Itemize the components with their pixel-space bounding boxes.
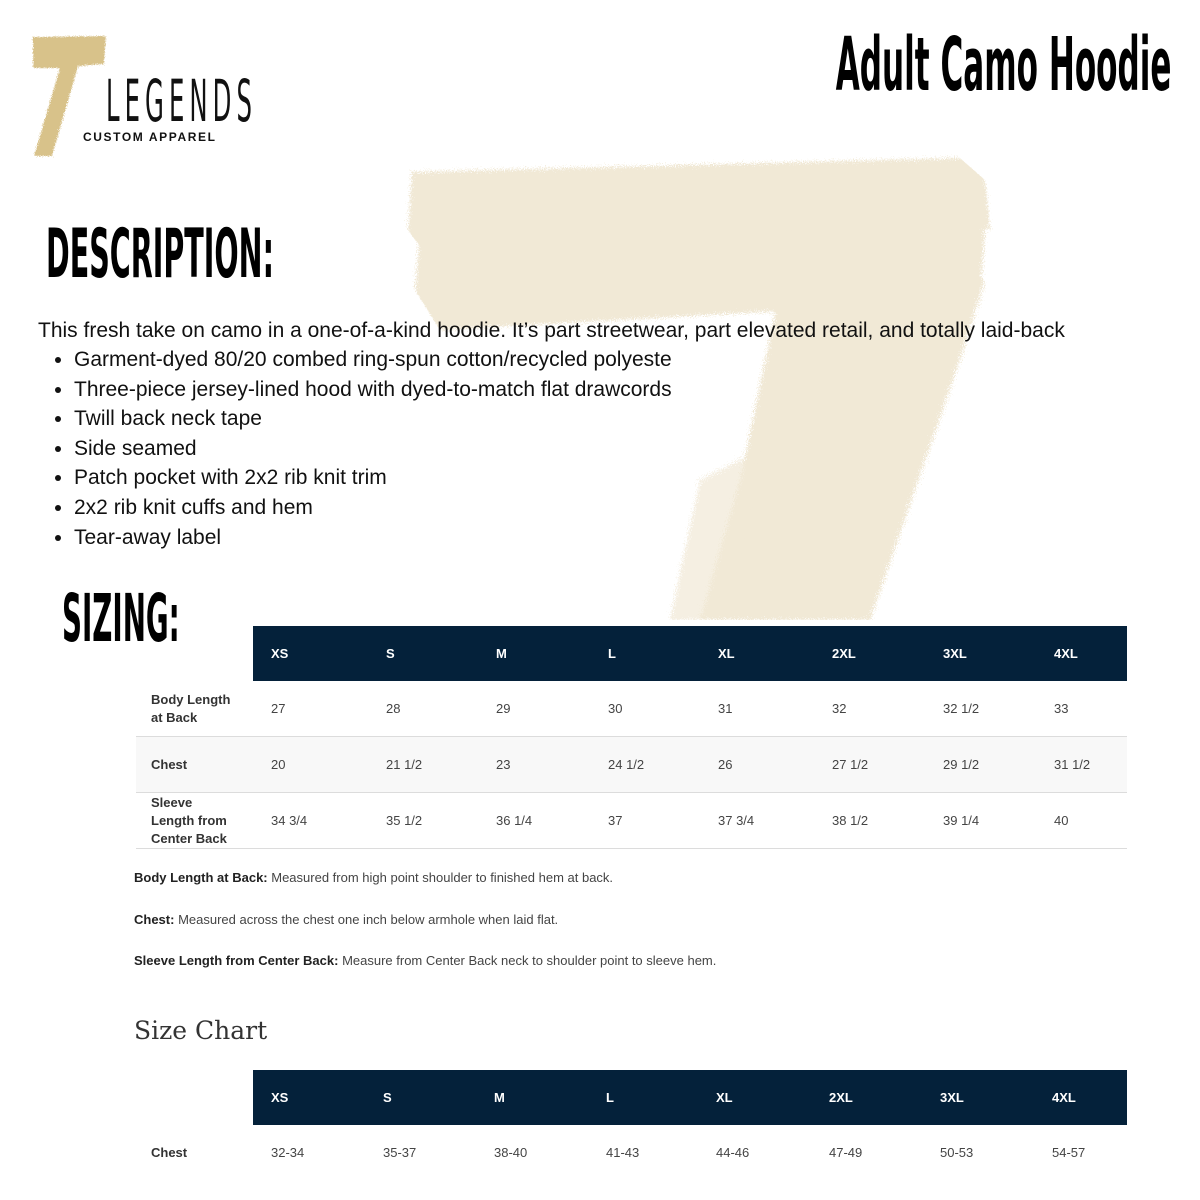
- size-chart-table: [136, 1070, 1127, 1180]
- table-row: [136, 793, 1127, 849]
- table-cell: 44-46: [716, 1145, 750, 1160]
- size-header: L: [588, 1070, 698, 1125]
- table-cell: 36 1/4: [478, 793, 590, 849]
- size-header: XL: [700, 626, 814, 681]
- row-label: Sleeve Length from Center Back: [136, 793, 253, 849]
- size-header: M: [478, 626, 590, 681]
- size-header: 4XL: [1034, 1070, 1127, 1125]
- header-corner: [136, 1070, 253, 1125]
- note-term: Body Length at Back:: [134, 870, 268, 885]
- table-cell: 20: [253, 737, 368, 793]
- feature-item: • Patch pocket with 2x2 rib knit trim: [74, 463, 672, 493]
- logo-tagline: CUSTOM APPAREL: [83, 130, 217, 144]
- size-header: 4XL: [1036, 626, 1127, 681]
- table-cell: 28: [368, 681, 478, 737]
- size-header: M: [476, 1070, 588, 1125]
- table-cell: 37 3/4: [700, 793, 814, 849]
- row-label: Body Length at Back: [136, 681, 253, 737]
- header-corner: [136, 626, 253, 681]
- sizing-heading: SIZING:: [62, 580, 180, 657]
- table-cell: 32-34: [271, 1145, 305, 1160]
- table-cell: 33: [1036, 681, 1127, 737]
- size-header: S: [365, 1070, 476, 1125]
- size-header: S: [368, 626, 478, 681]
- table-cell: 27: [253, 681, 368, 737]
- note-term: Sleeve Length from Center Back:: [134, 953, 339, 968]
- size-header: L: [590, 626, 700, 681]
- note-text: Measured from high point shoulder to finished hem at back.: [267, 870, 614, 885]
- table-row: [136, 681, 1127, 737]
- table-cell: 39 1/4: [925, 793, 1036, 849]
- description-heading: DESCRIPTION:: [46, 215, 275, 294]
- feature-item: • Tear-away label: [74, 523, 672, 553]
- note-chest: [134, 912, 716, 954]
- table-cell: 31 1/2: [1036, 737, 1127, 793]
- table-cell: 29: [478, 681, 590, 737]
- description-intro: This fresh take on camo in a one-of-a-kind hoodie. It’s part streetwear, part elevated retail, and totally laid-back: [38, 319, 1065, 342]
- note-term: Chest:: [134, 911, 175, 927]
- table-row: [136, 1125, 1127, 1180]
- table-cell: 38 1/2: [814, 793, 925, 849]
- feature-item: • Side seamed: [74, 434, 672, 464]
- size-header: 2XL: [811, 1070, 922, 1125]
- note-text: Measured across the chest one inch below armhole when laid flat.: [174, 911, 559, 927]
- table-cell: 21 1/2: [368, 737, 478, 793]
- size-header: 3XL: [925, 626, 1036, 681]
- table-cell: 23: [478, 737, 590, 793]
- row-label: Chest: [136, 737, 253, 793]
- table-cell: 54-57: [1052, 1145, 1086, 1160]
- brand-logo: [30, 34, 257, 159]
- table-cell: 38-40: [494, 1145, 528, 1160]
- size-header: 2XL: [814, 626, 925, 681]
- feature-item: • 2x2 rib knit cuffs and hem: [74, 493, 672, 523]
- measurement-notes: [134, 870, 716, 995]
- measurement-table: [136, 626, 1127, 849]
- table-cell: 35 1/2: [368, 793, 478, 849]
- table-cell: 35-37: [383, 1145, 417, 1160]
- table-cell: 34 3/4: [253, 793, 368, 849]
- feature-list: [38, 345, 672, 552]
- table-cell: 26: [700, 737, 814, 793]
- note-text: Measure from Center Back neck to shoulder point to sleeve hem.: [338, 953, 717, 968]
- size-chart-heading: Size Chart: [134, 1016, 268, 1045]
- table-cell: 31: [700, 681, 814, 737]
- size-header: XS: [253, 1070, 365, 1125]
- size-header: 3XL: [922, 1070, 1034, 1125]
- table-cell: 32: [814, 681, 925, 737]
- note-sleeve-length: [134, 953, 716, 995]
- table-cell: 37: [590, 793, 700, 849]
- table-cell: 30: [590, 681, 700, 737]
- table-cell: 27 1/2: [814, 737, 925, 793]
- feature-item: • Twill back neck tape: [74, 404, 672, 434]
- size-header: XL: [698, 1070, 811, 1125]
- note-body-length: [134, 870, 716, 912]
- row-label: Chest: [151, 1144, 188, 1160]
- logo-wordmark: LEGENDS: [106, 67, 257, 135]
- table-row: [136, 737, 1127, 793]
- table-cell: 32 1/2: [925, 681, 1036, 737]
- table-cell: 24 1/2: [590, 737, 700, 793]
- size-header: XS: [253, 626, 368, 681]
- table-header-row: [136, 626, 1127, 681]
- table-cell: 40: [1036, 793, 1127, 849]
- table-header-row: [136, 1070, 1127, 1125]
- table-cell: 41-43: [606, 1145, 640, 1160]
- table-cell: 47-49: [829, 1145, 863, 1160]
- page-title: Adult Camo Hoodie: [836, 22, 1172, 108]
- feature-item: • Three-piece jersey-lined hood with dyed-to-match flat drawcords: [74, 375, 672, 405]
- table-cell: 50-53: [940, 1145, 974, 1160]
- table-cell: 29 1/2: [925, 737, 1036, 793]
- feature-item: • Garment-dyed 80/20 combed ring-spun cotton/recycled polyeste: [74, 345, 672, 375]
